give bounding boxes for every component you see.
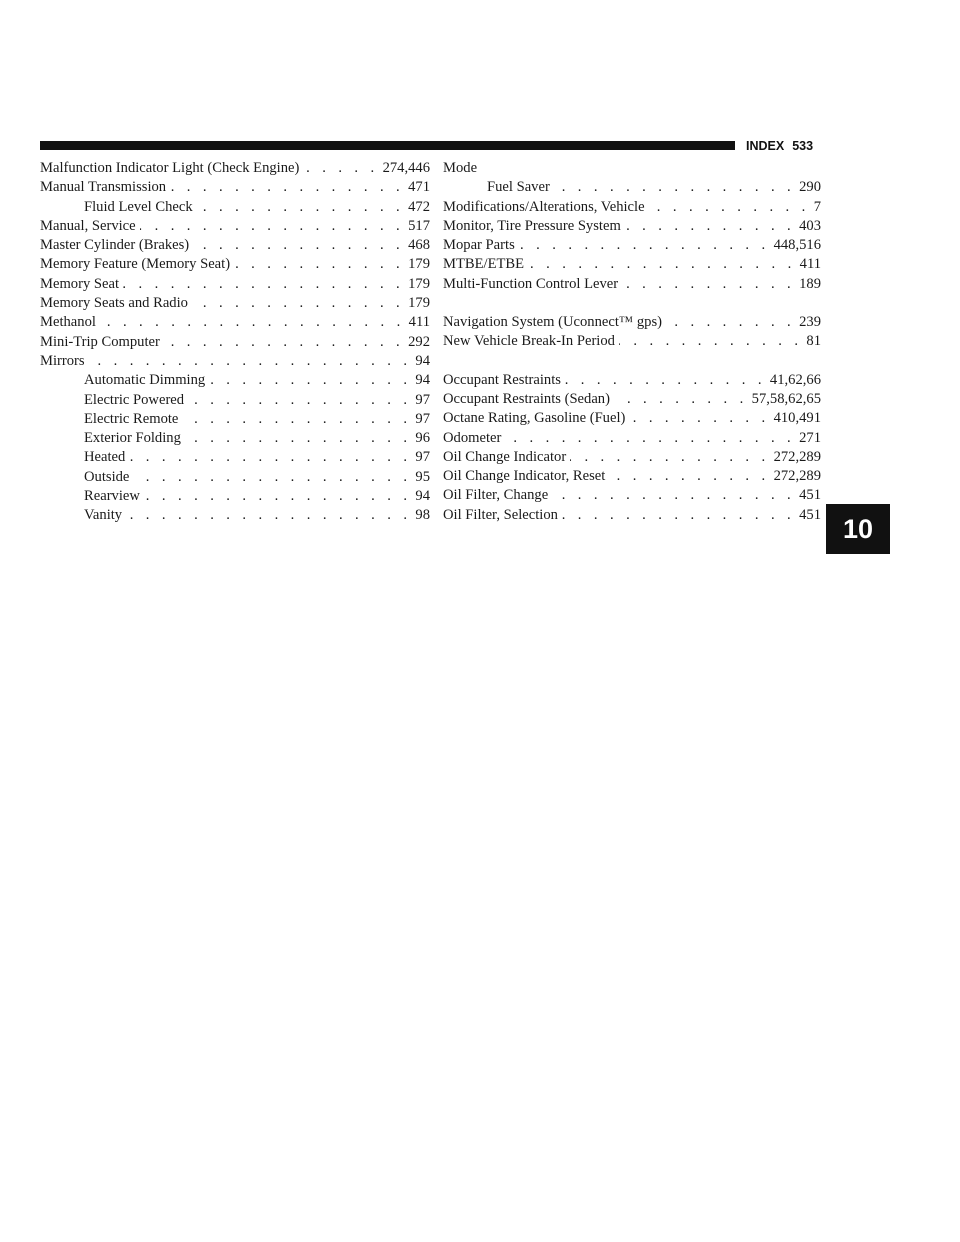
entry-term: Automatic Dimming	[84, 372, 206, 389]
entry-term: Fluid Level Check	[84, 198, 193, 215]
index-entry	[443, 159, 821, 178]
dot-leader	[622, 275, 795, 294]
entry-term: Monitor, Tire Pressure System	[443, 217, 621, 234]
entry-term: Malfunction Indicator Light (Check Engine)	[40, 160, 300, 176]
entry-page-ref: 97	[415, 410, 430, 427]
dot-leader	[562, 506, 795, 525]
index-entry	[443, 429, 821, 448]
index-entry	[40, 333, 430, 352]
entry-term: Mini-Trip Computer	[40, 333, 160, 350]
entry-term: Occupant Restraints (Sedan)	[443, 390, 610, 407]
index-entry	[40, 313, 430, 332]
header-rule	[40, 141, 735, 150]
entry-page-ref: 179	[408, 256, 430, 273]
index-entry	[443, 371, 821, 390]
entry-term: Electric Remote	[84, 410, 179, 427]
dot-leader	[234, 255, 404, 274]
dot-leader	[133, 468, 411, 487]
entry-page-ref: 97	[415, 391, 430, 408]
index-entry	[40, 294, 430, 313]
entry-page-ref: 239	[799, 314, 821, 331]
entry-term: New Vehicle Break-In Period	[443, 333, 615, 350]
dot-leader	[170, 178, 404, 197]
dot-leader	[140, 217, 404, 236]
index-entry	[443, 506, 821, 525]
entry-term: Mopar Parts	[443, 237, 515, 254]
dot-leader	[144, 487, 411, 506]
entry-term: Oil Change Indicator	[443, 448, 567, 465]
entry-term: Manual, Service	[40, 217, 136, 234]
entry-term: Outside	[84, 468, 130, 485]
index-subentry	[40, 410, 430, 429]
index-entry	[40, 236, 430, 255]
entry-term: Oil Change Indicator, Reset	[443, 468, 606, 485]
index-entry	[443, 275, 821, 294]
dot-leader	[519, 236, 770, 255]
dot-leader	[164, 333, 404, 352]
index-entry	[443, 255, 821, 274]
dot-leader	[100, 313, 405, 332]
dot-leader	[193, 236, 404, 255]
entry-page-ref: 517	[408, 217, 430, 234]
dot-leader	[609, 467, 769, 486]
entry-page-ref: 272,289	[773, 448, 821, 465]
entry-page-ref: 57,58,62,65	[751, 390, 821, 407]
entry-page-ref: 451	[799, 487, 821, 504]
dot-leader	[182, 410, 411, 429]
dot-leader	[649, 198, 810, 217]
dot-leader	[666, 313, 795, 332]
entry-term: Exterior Folding	[84, 430, 181, 447]
entry-page-ref: 411	[408, 314, 430, 331]
index-entry	[40, 352, 430, 371]
entry-page-ref: 41,62,66	[769, 371, 821, 388]
dot-leader	[552, 486, 795, 505]
dot-leader	[625, 217, 795, 236]
index-subentry	[40, 487, 430, 506]
section-tab: 10	[826, 504, 890, 554]
index-entry	[443, 467, 821, 486]
entry-term: Electric Powered	[84, 391, 185, 408]
entry-page-ref: 471	[408, 179, 430, 196]
dot-leader	[565, 371, 766, 390]
entry-term: Oil Filter, Change	[443, 487, 549, 504]
entry-term: Memory Feature (Memory Seat)	[40, 256, 231, 273]
entry-page-ref: 272,289	[773, 468, 821, 485]
index-entry	[443, 390, 821, 409]
entry-page-ref: 410,491	[773, 410, 821, 427]
entry-page-ref: 97	[415, 449, 430, 466]
running-header	[746, 137, 813, 155]
index-subentry	[40, 429, 430, 448]
entry-term: Memory Seats and Radio	[40, 295, 188, 312]
entry-term: Memory Seat	[40, 275, 120, 292]
entry-page-ref: 7	[813, 198, 821, 215]
dot-leader	[185, 429, 412, 448]
entry-page-ref: 94	[415, 488, 430, 505]
entry-page-ref: 81	[806, 333, 821, 350]
letter-group-gap	[443, 294, 821, 313]
index-entry	[40, 217, 430, 236]
entry-page-ref: 451	[799, 506, 821, 523]
dot-leader	[129, 448, 411, 467]
index-entry	[443, 332, 821, 351]
entry-term: Rearview	[84, 488, 140, 505]
entry-page-ref: 468	[408, 237, 430, 254]
letter-group-gap	[443, 352, 821, 371]
index-entry	[443, 198, 821, 217]
entry-page-ref: 179	[408, 275, 430, 292]
entry-page-ref: 292	[408, 333, 430, 350]
index-entry	[40, 275, 430, 294]
entry-term: Oil Filter, Selection	[443, 506, 558, 523]
entry-page-ref: 179	[408, 295, 430, 312]
index-entry	[443, 486, 821, 505]
entry-term: Multi-Function Control Lever	[443, 275, 619, 292]
index-entry	[443, 236, 821, 255]
entry-page-ref: 94	[415, 372, 430, 389]
dot-leader	[629, 409, 769, 428]
index-entry	[443, 313, 821, 332]
index-subentry	[40, 371, 430, 390]
dot-leader	[188, 391, 411, 410]
index-subentry	[40, 506, 430, 525]
index-entry	[40, 159, 430, 178]
entry-page-ref: 403	[799, 217, 821, 234]
dot-leader	[619, 332, 802, 351]
dot-leader	[570, 448, 769, 467]
dot-leader	[126, 506, 411, 525]
entry-term: Manual Transmission	[40, 179, 167, 196]
index-subentry	[40, 448, 430, 467]
index-column-left	[40, 159, 430, 526]
dot-leader	[554, 178, 795, 197]
header-title: INDEX	[746, 139, 785, 153]
index-subentry	[40, 468, 430, 487]
entry-term: Mode	[443, 160, 478, 176]
entry-term: Master Cylinder (Brakes)	[40, 237, 190, 254]
entry-page-ref: 411	[799, 256, 821, 273]
index-entry	[443, 217, 821, 236]
entry-term: Occupant Restraints	[443, 371, 561, 388]
entry-page-ref: 96	[415, 430, 430, 447]
index-subentry	[443, 178, 821, 197]
entry-page-ref: 95	[415, 468, 430, 485]
entry-term: Heated	[84, 449, 126, 466]
entry-term: Fuel Saver	[487, 179, 550, 196]
dot-leader	[209, 371, 411, 390]
dot-leader	[505, 429, 795, 448]
entry-page-ref: 189	[799, 275, 821, 292]
index-subentry	[40, 391, 430, 410]
dot-leader	[614, 390, 748, 409]
entry-term: Mirrors	[40, 352, 85, 369]
header-page-number: 533	[792, 139, 814, 153]
index-column-right	[443, 159, 821, 525]
dot-leader	[123, 275, 404, 294]
entry-term: Modifications/Alterations, Vehicle	[443, 198, 645, 215]
dot-leader	[89, 352, 412, 371]
entry-page-ref: 271	[799, 429, 821, 446]
entry-term: Octane Rating, Gasoline (Fuel)	[443, 410, 626, 427]
dot-leader	[192, 294, 404, 313]
entry-page-ref: 274,446	[382, 160, 430, 176]
entry-term: Navigation System (Uconnect™ gps)	[443, 314, 662, 331]
index-entry	[443, 409, 821, 428]
index-subentry	[40, 198, 430, 217]
index-entry	[443, 448, 821, 467]
entry-page-ref: 290	[799, 179, 821, 196]
entry-page-ref: 448,516	[773, 237, 821, 254]
dot-leader	[197, 198, 404, 217]
entry-page-ref: 94	[415, 352, 430, 369]
index-entry	[40, 178, 430, 197]
entry-page-ref: 472	[408, 198, 430, 215]
entry-term: Odometer	[443, 429, 502, 446]
index-entry	[40, 255, 430, 274]
dot-leader	[528, 255, 796, 274]
entry-term: Methanol	[40, 314, 96, 331]
entry-term: Vanity	[84, 507, 123, 524]
entry-term: MTBE/ETBE	[443, 256, 525, 273]
dot-leader	[303, 159, 378, 178]
entry-page-ref: 98	[415, 507, 430, 524]
